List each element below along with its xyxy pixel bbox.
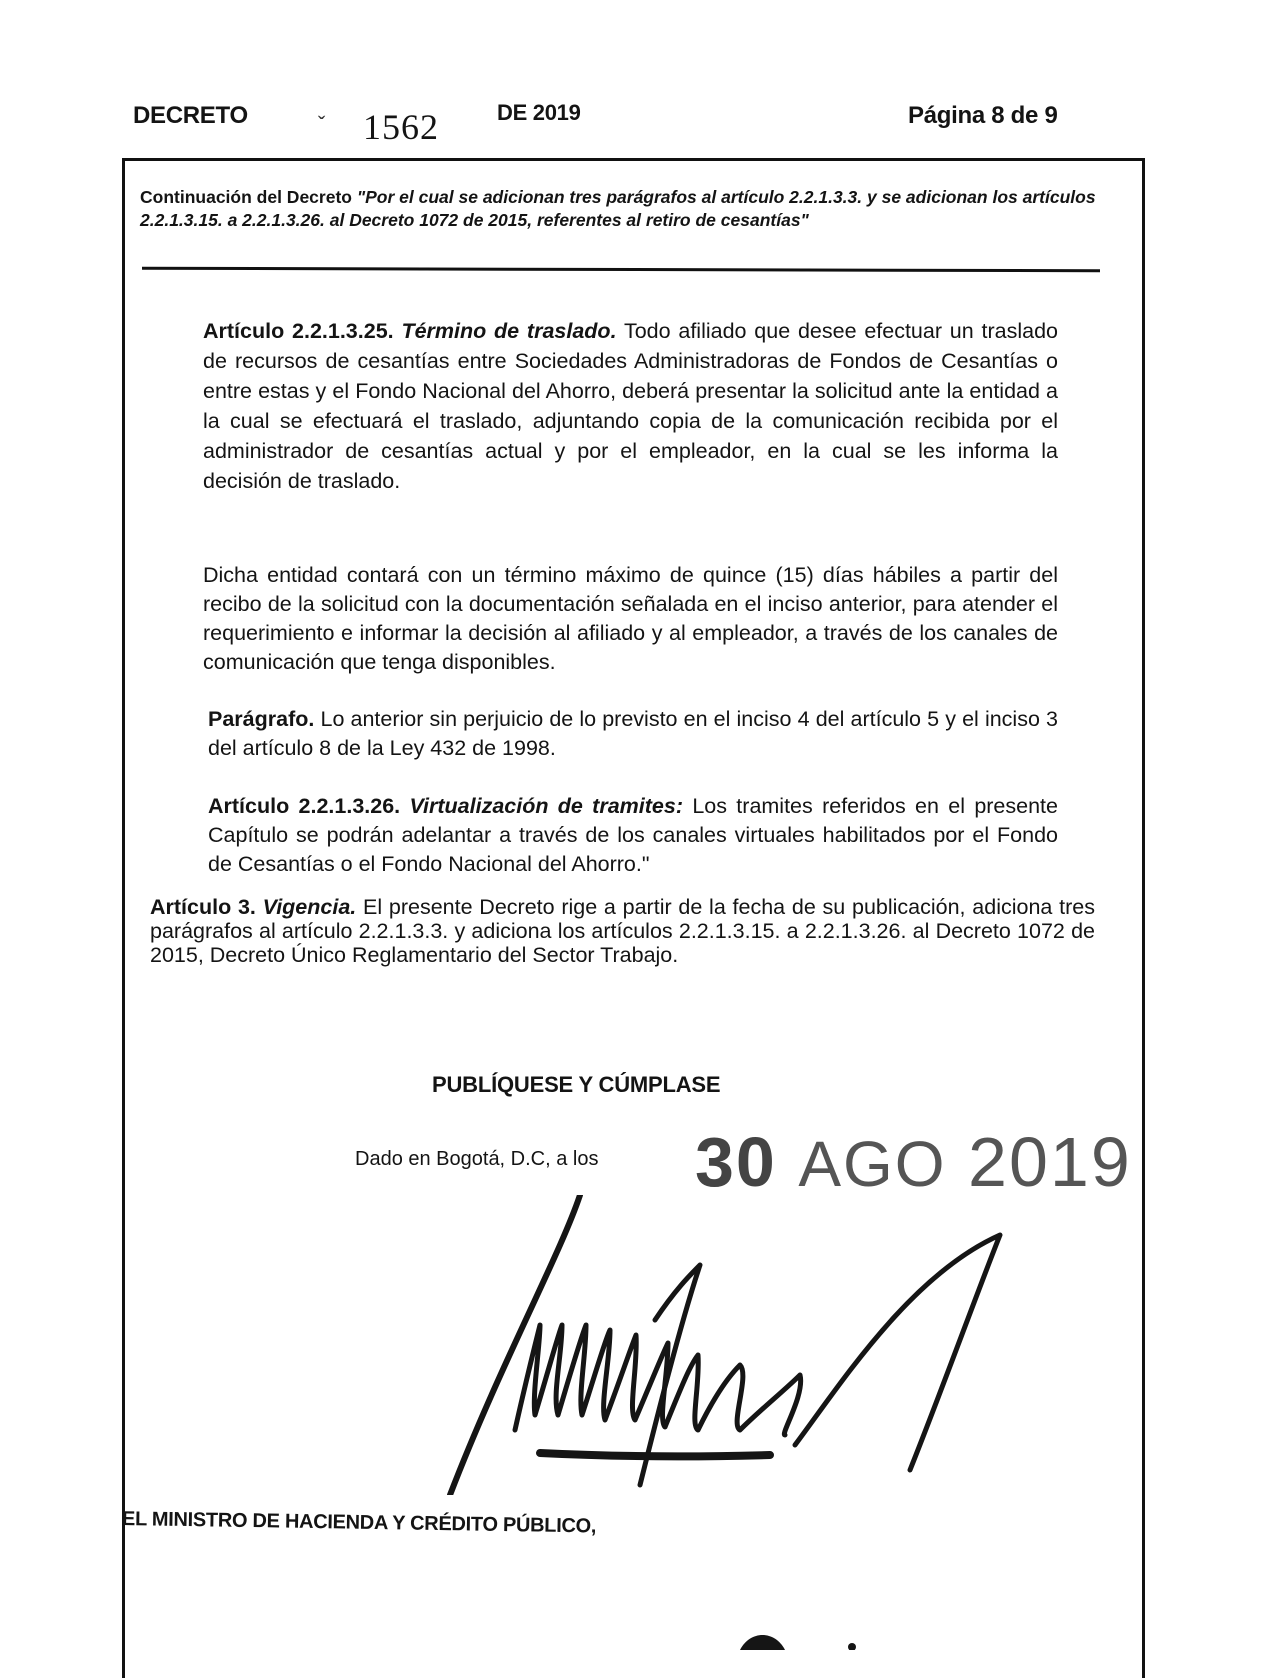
article-3-text: El presente Decreto rige a partir de la fecha de su publicación, adiciona tres parágrafos al artículo 2.2.1.3.3. y adiciona los artículos 2.2.1.3.15. a 2.2.1.3.26. al Decreto 1072 de 2015, Decreto Único Reglamentario del Sector Trabajo. <box>150 895 1095 967</box>
signature-fragment <box>740 1625 860 1650</box>
decree-subtitle <box>140 186 1140 232</box>
stamp-mark-icon: ˇ <box>318 112 326 137</box>
article-3-label: Artículo 3. <box>150 895 256 919</box>
article-25 <box>203 316 1058 496</box>
minister-title: EL MINISTRO DE HACIENDA Y CRÉDITO PÚBLICO, <box>121 1508 597 1538</box>
article-26-text: Los tramites referidos en el presente Capítulo se podrán adelantar a través de los canales virtuales habilitados por el Fondo de Cesantías o el Fondo Nacional del Ahorro." <box>208 794 1058 876</box>
stamp-day: 30 <box>695 1123 777 1201</box>
paragrafo-label: Parágrafo. <box>208 707 315 731</box>
article-26 <box>208 792 1058 879</box>
publiquese-heading: PUBLÍQUESE Y CÚMPLASE <box>432 1072 721 1097</box>
paragrafo <box>208 705 1058 763</box>
article-26-title: Virtualización de tramites: <box>409 794 683 818</box>
article-3-title: Vigencia. <box>262 895 357 919</box>
decree-number: 1562 <box>363 107 439 147</box>
article-25-label: Artículo 2.2.1.3.25. <box>203 319 394 343</box>
article-25-text: Todo afiliado que desee efectuar un traslado de recursos de cesantías entre Sociedades Administradoras de Fondos de Cesantías o entre estas y el Fondo Nacional del Ahorro, deberá presentar la solicitud ante la entidad a la cual se efectuará el traslado, adjuntando copia de la comunicación recibida por el administrador de cesantías actual y por el empleador, en la cual se les informa la decisión de traslado. <box>203 319 1058 493</box>
page-number: Página 8 de 9 <box>908 102 1058 129</box>
decreto-label: DECRETO <box>133 102 248 129</box>
date-stamp <box>695 1122 1132 1202</box>
signature-stroke <box>640 1265 700 1485</box>
paragrafo-text: Lo anterior sin perjuicio de lo previsto en el inciso 4 del artículo 5 y el inciso 3 del artículo 8 de la Ley 432 de 1998. <box>208 707 1058 760</box>
subtitle-prefix: Continuación del Decreto <box>140 187 357 207</box>
article-25-title: Término de traslado. <box>401 319 617 343</box>
stamp-year: 2019 <box>968 1123 1132 1201</box>
article-25-paragraph-2: Dicha entidad contará con un término máximo de quince (15) días hábiles a partir del recibo de la solicitud con la documentación señalada en el inciso anterior, para atender el requerimiento e informar la decisión al afiliado y al empleador, a través de los canales de comunicación que tenga disponibles. <box>203 563 1058 674</box>
signature-underline <box>540 1453 770 1456</box>
dado-en-text: Dado en Bogotá, D.C, a los <box>355 1148 599 1170</box>
year-label: DE 2019 <box>497 100 581 125</box>
presidential-signature <box>440 1195 1060 1495</box>
stamp-month: AGO <box>798 1128 947 1200</box>
subtitle-title: "Por el cual se adicionan tres parágrafos al artículo 2.2.1.3.3. y se adicionan los artículos 2.2.1.3.15. a 2.2.1.3.26. al Decreto 1072 de 2015, referentes al retiro de cesantías" <box>140 187 1096 230</box>
article-3 <box>150 895 1095 967</box>
signature-stroke <box>795 1235 1000 1470</box>
article-26-label: Artículo 2.2.1.3.26. <box>208 794 401 818</box>
